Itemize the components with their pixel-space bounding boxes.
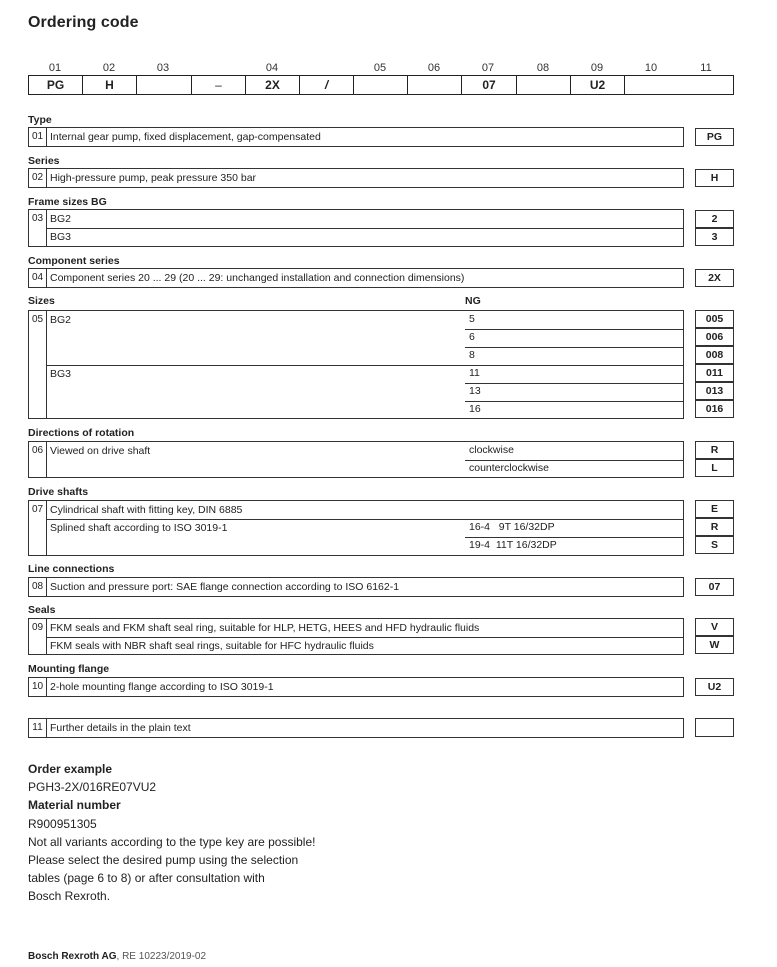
- code-cell: [137, 76, 192, 94]
- row-number: 05: [29, 311, 47, 418]
- note-line: Not all variants according to the type key are possible!: [28, 834, 316, 849]
- section-title-series: Series: [28, 155, 60, 167]
- code-cell: [517, 76, 571, 94]
- code-box: 2: [695, 210, 734, 228]
- code-cell: H: [83, 76, 137, 94]
- code-box: 2X: [695, 269, 734, 287]
- position-number: 04: [265, 62, 279, 74]
- row-number: 10: [29, 678, 47, 696]
- code-box: H: [695, 169, 734, 187]
- material-number-value: R900951305: [28, 816, 97, 831]
- spline-option: 19-4 11T 16/32DP: [469, 539, 557, 551]
- row-number: 02: [29, 169, 47, 187]
- position-number: 01: [48, 62, 62, 74]
- row-text: Suction and pressure port: SAE flange connection according to ISO 6162-1: [50, 581, 400, 593]
- row-number: 03: [29, 210, 47, 246]
- divider: [47, 519, 683, 520]
- divider: [465, 383, 683, 384]
- code-cell: U2: [571, 76, 625, 94]
- code-box: 3: [695, 228, 734, 246]
- order-example-value: PGH3-2X/016RE07VU2: [28, 780, 157, 795]
- rotation-box: [28, 441, 684, 478]
- footer-company: Bosch Rexroth AG: [28, 951, 117, 962]
- ng-value: 5: [469, 313, 475, 325]
- section-title-sizes: Sizes: [28, 295, 55, 307]
- code-box: 006: [695, 328, 734, 346]
- code-box: 011: [695, 364, 734, 382]
- divider: [465, 401, 683, 402]
- position-number: 08: [536, 62, 550, 74]
- row-number: 09: [29, 619, 47, 654]
- code-box: W: [695, 636, 734, 654]
- row-text: Splined shaft according to ISO 3019-1: [50, 522, 228, 534]
- rotation-option: clockwise: [469, 444, 514, 456]
- code-box: L: [695, 459, 734, 477]
- position-number: 03: [156, 62, 170, 74]
- section-title-component: Component series: [28, 255, 120, 267]
- code-cell: [408, 76, 462, 94]
- row-text: Component series 20 ... 29 (20 ... 29: unchanged installation and connection dimensions): [50, 272, 465, 284]
- code-cell: [354, 76, 408, 94]
- position-number: 10: [644, 62, 658, 74]
- divider: [47, 228, 683, 229]
- code-cell: [625, 76, 733, 94]
- row-text: Cylindrical shaft with fitting key, DIN 6885: [50, 504, 243, 516]
- row-text: BG2: [50, 314, 72, 326]
- section-title-line: Line connections: [28, 563, 115, 575]
- footer: [28, 951, 206, 962]
- type-box: [28, 127, 684, 147]
- row-number: 07: [29, 501, 47, 555]
- ng-value: 16: [469, 403, 481, 415]
- component-box: [28, 268, 684, 288]
- code-box: V: [695, 618, 734, 636]
- material-number-label: Material number: [28, 798, 121, 813]
- row-number: 06: [29, 442, 47, 477]
- code-box: 005: [695, 310, 734, 328]
- row-text: 2-hole mounting flange according to ISO 3019-1: [50, 681, 274, 693]
- ordering-code-row: [28, 75, 734, 95]
- ng-value: 6: [469, 331, 475, 343]
- footer-doc-number: , RE 10223/2019-02: [116, 951, 207, 962]
- row-text: Internal gear pump, fixed displacement, gap-compensated: [50, 131, 321, 143]
- code-box: E: [695, 500, 734, 518]
- position-number: 02: [102, 62, 116, 74]
- section-title-type: Type: [28, 114, 52, 126]
- row-number: 11: [29, 719, 47, 737]
- code-box: R: [695, 441, 734, 459]
- divider: [47, 637, 683, 638]
- row-text: High-pressure pump, peak pressure 350 bar: [50, 172, 257, 184]
- ng-value: 11: [469, 367, 480, 379]
- order-block: [28, 760, 315, 906]
- section-title-frame: Frame sizes BG: [28, 196, 107, 208]
- section-title-shafts: Drive shafts: [28, 486, 89, 498]
- row-text: FKM seals with NBR shaft seal rings, suitable for HFC hydraulic fluids: [50, 640, 374, 652]
- divider: [465, 537, 683, 538]
- section-title-seals: Seals: [28, 604, 56, 616]
- section-title-rotation: Directions of rotation: [28, 427, 135, 439]
- further-box: [28, 718, 684, 738]
- note-line: Please select the desired pump using the selection: [28, 853, 299, 868]
- row-text: BG2: [50, 213, 72, 225]
- code-box: PG: [695, 128, 734, 146]
- ng-header: NG: [465, 295, 481, 307]
- note-line: Bosch Rexroth.: [28, 889, 111, 904]
- flange-box: [28, 677, 684, 697]
- code-separator: –: [192, 76, 246, 94]
- code-box: 07: [695, 578, 734, 596]
- row-text: Further details in the plain text: [50, 722, 191, 734]
- row-text: Viewed on drive shaft: [50, 445, 151, 457]
- code-box: [695, 718, 734, 737]
- line-box: [28, 577, 684, 597]
- row-text: BG3: [50, 368, 72, 380]
- divider: [47, 365, 683, 366]
- code-cell: 2X: [246, 76, 300, 94]
- code-separator: /: [300, 76, 354, 94]
- position-number: 06: [427, 62, 441, 74]
- position-number: 05: [373, 62, 387, 74]
- divider: [465, 460, 683, 461]
- rotation-option: counterclockwise: [469, 462, 549, 474]
- shafts-box: [28, 500, 684, 556]
- code-box: 016: [695, 400, 734, 418]
- order-example-label: Order example: [28, 762, 113, 776]
- position-number: 07: [481, 62, 495, 74]
- position-number: 09: [590, 62, 604, 74]
- code-box: R: [695, 518, 734, 536]
- position-number: 11: [700, 62, 712, 74]
- code-cell: 07: [462, 76, 517, 94]
- ng-value: 13: [469, 385, 481, 397]
- seals-box: [28, 618, 684, 655]
- code-box: 013: [695, 382, 734, 400]
- code-box: 008: [695, 346, 734, 364]
- page-title: Ordering code: [28, 14, 139, 31]
- row-text: FKM seals and FKM shaft seal ring, suitable for HLP, HETG, HEES and HFD hydraulic fluids: [50, 622, 480, 634]
- code-box: S: [695, 536, 734, 554]
- series-box: [28, 168, 684, 188]
- divider: [465, 329, 683, 330]
- row-number: 08: [29, 578, 47, 596]
- frame-box: [28, 209, 684, 247]
- code-cell: PG: [29, 76, 83, 94]
- ng-value: 8: [469, 349, 475, 361]
- divider: [465, 347, 683, 348]
- row-text: BG3: [50, 231, 72, 243]
- code-box: U2: [695, 678, 734, 696]
- spline-option: 16-4 9T 16/32DP: [469, 521, 555, 533]
- section-title-flange: Mounting flange: [28, 663, 110, 675]
- note-line: tables (page 6 to 8) or after consultation with: [28, 871, 265, 886]
- row-number: 04: [29, 269, 47, 287]
- sizes-box: [28, 310, 684, 419]
- row-number: 01: [29, 128, 47, 146]
